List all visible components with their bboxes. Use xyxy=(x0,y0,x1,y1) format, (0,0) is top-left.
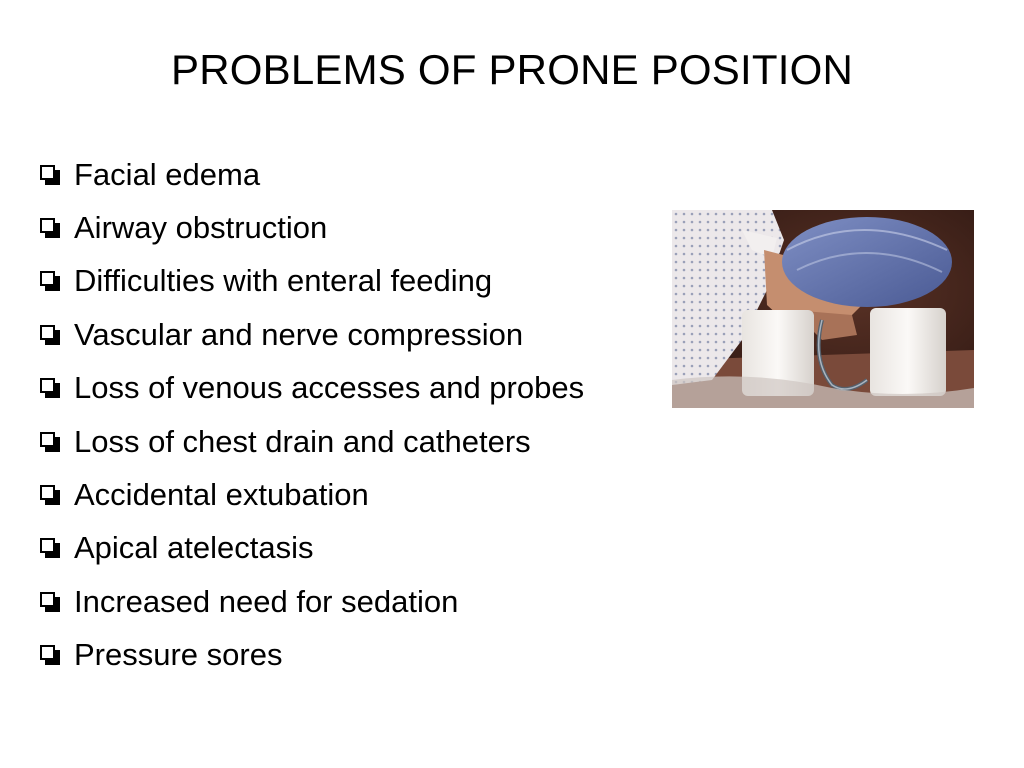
slide-title: PROBLEMS OF PRONE POSITION xyxy=(171,46,853,93)
patient-prone-photo xyxy=(672,210,974,408)
bullet-text: Apical atelectasis xyxy=(74,530,314,566)
bullet-text: Accidental extubation xyxy=(74,477,369,513)
bullet-text: Pressure sores xyxy=(74,637,283,673)
bullet-text: Loss of venous accesses and probes xyxy=(74,370,585,406)
list-item xyxy=(40,415,584,468)
list-item xyxy=(40,522,584,575)
checkbox-square-icon xyxy=(40,378,60,398)
checkbox-square-icon xyxy=(40,218,60,238)
bullet-text: Airway obstruction xyxy=(74,210,328,246)
list-item xyxy=(40,255,584,308)
patient-prone-on-foam-pads-icon xyxy=(672,210,974,408)
checkbox-square-icon xyxy=(40,538,60,558)
checkbox-square-icon xyxy=(40,645,60,665)
checkbox-square-icon xyxy=(40,485,60,505)
checkbox-square-icon xyxy=(40,432,60,452)
checkbox-square-icon xyxy=(40,592,60,612)
bullet-text: Vascular and nerve compression xyxy=(74,316,524,352)
checkbox-square-icon xyxy=(40,271,60,291)
bullet-text: Loss of chest drain and catheters xyxy=(74,423,531,459)
bullet-text: Facial edema xyxy=(74,156,261,192)
list-item xyxy=(40,575,584,628)
list-item xyxy=(40,201,584,254)
checkbox-square-icon xyxy=(40,325,60,345)
list-item xyxy=(40,148,584,201)
list-item xyxy=(40,468,584,521)
bullet-text: Difficulties with enteral feeding xyxy=(74,263,493,299)
list-item xyxy=(40,629,584,682)
list-item xyxy=(40,362,584,415)
list-item xyxy=(40,308,584,361)
bullet-list xyxy=(40,148,584,682)
checkbox-square-icon xyxy=(40,165,60,185)
bullet-text: Increased need for sedation xyxy=(74,583,459,619)
